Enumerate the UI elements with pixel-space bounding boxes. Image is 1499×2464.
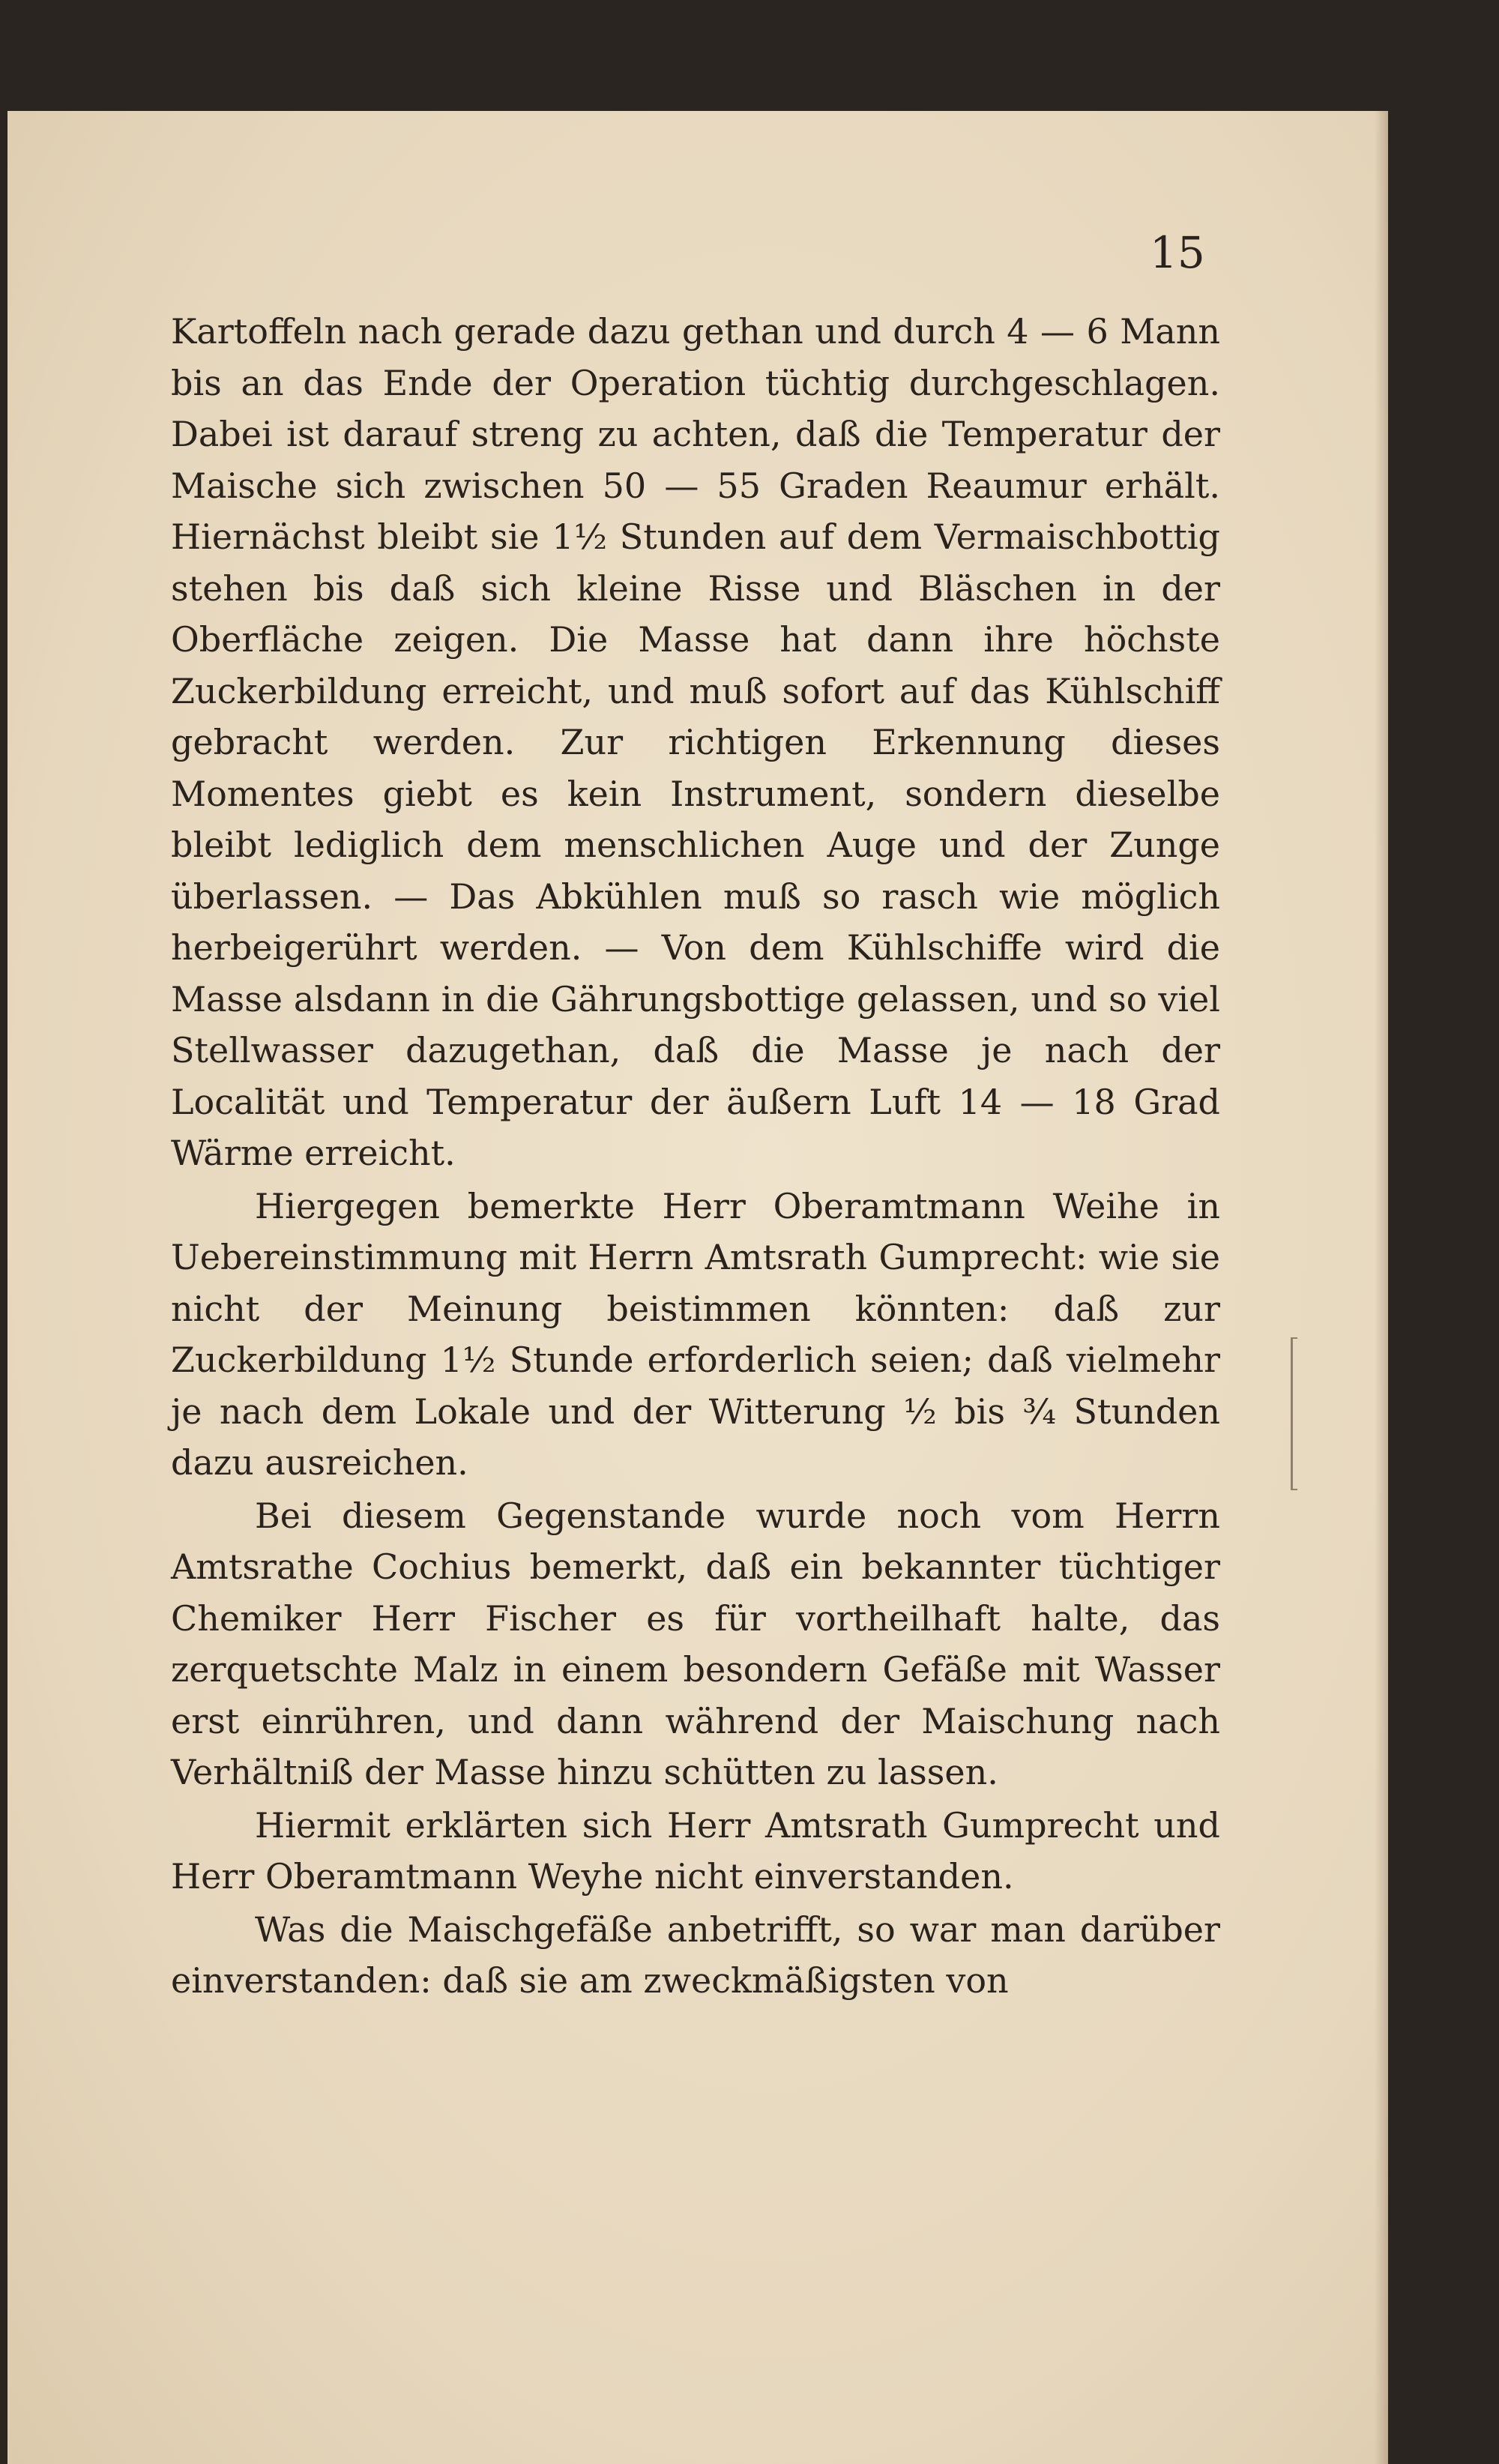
page-number: 15 — [1150, 227, 1205, 278]
paragraph-4: Hiermit erklärten sich Herr Amtsrath Gumprecht und Herr Oberamtmann Weyhe nicht einverstanden. — [171, 1804, 1220, 1897]
margin-bracket-mark — [1291, 1337, 1297, 1490]
paragraph-1: Kartoffeln nach gerade dazu gethan und durch 4 — 6 Mann bis an das Ende der Operation tüchtig durchgeschlagen. Dabei ist darauf streng zu achten, daß die Temperatur der Maische sich zwischen 50 — 55 Graden Reaumur erhält. Hiernächst bleibt sie 1½ Stunden auf dem Vermaischbottig stehen bis daß sich kleine Risse und Bläschen in der Oberfläche zeigen. Die Masse hat dann ihre höchste Zuckerbildung erreicht, und muß sofort auf das Kühlschiff gebracht werden. Zur richtigen Erkennung dieses Momentes giebt es kein Instrument, sondern dieselbe bleibt lediglich dem menschlichen Auge und der Zunge überlassen. — Das Abkühlen muß so rasch wie möglich herbeigerührt werden. — Von dem Kühlschiffe wird die Masse alsdann in die Gährungsbottige gelassen, und so viel Stellwasser dazugethan, daß die Masse je nach der Localität und Temperatur der äußern Luft 14 — 18 Grad Wärme erreicht. — [171, 311, 1220, 1173]
book-page — [7, 111, 1388, 2464]
paragraph-5: Was die Maischgefäße anbetrifft, so war man darüber einverstanden: daß sie am zweckmäßigsten von — [171, 1909, 1220, 2001]
page-edge-shadow — [1375, 111, 1388, 2464]
paragraph-2: Hiergegen bemerkte Herr Oberamtmann Weihe in Uebereinstimmung mit Herrn Amtsrath Gumprecht: wie sie nicht der Meinung beistimmen könnten: daß zur Zuckerbildung 1½ Stunde erforderlich seien; daß vielmehr je nach dem Lokale und der Witterung ½ bis ¾ Stunden dazu ausreichen. — [171, 1185, 1220, 1483]
page-body — [171, 306, 1220, 2007]
paragraph-3: Bei diesem Gegenstande wurde noch vom Herrn Amtsrathe Cochius bemerkt, daß ein bekannter tüchtiger Chemiker Herr Fischer es für vortheilhaft halte, das zerquetschte Malz in einem besondern Gefäße mit Wasser erst einrühren, und dann während der Maischung nach Verhältniß der Masse hinzu schütten zu lassen. — [171, 1495, 1220, 1792]
